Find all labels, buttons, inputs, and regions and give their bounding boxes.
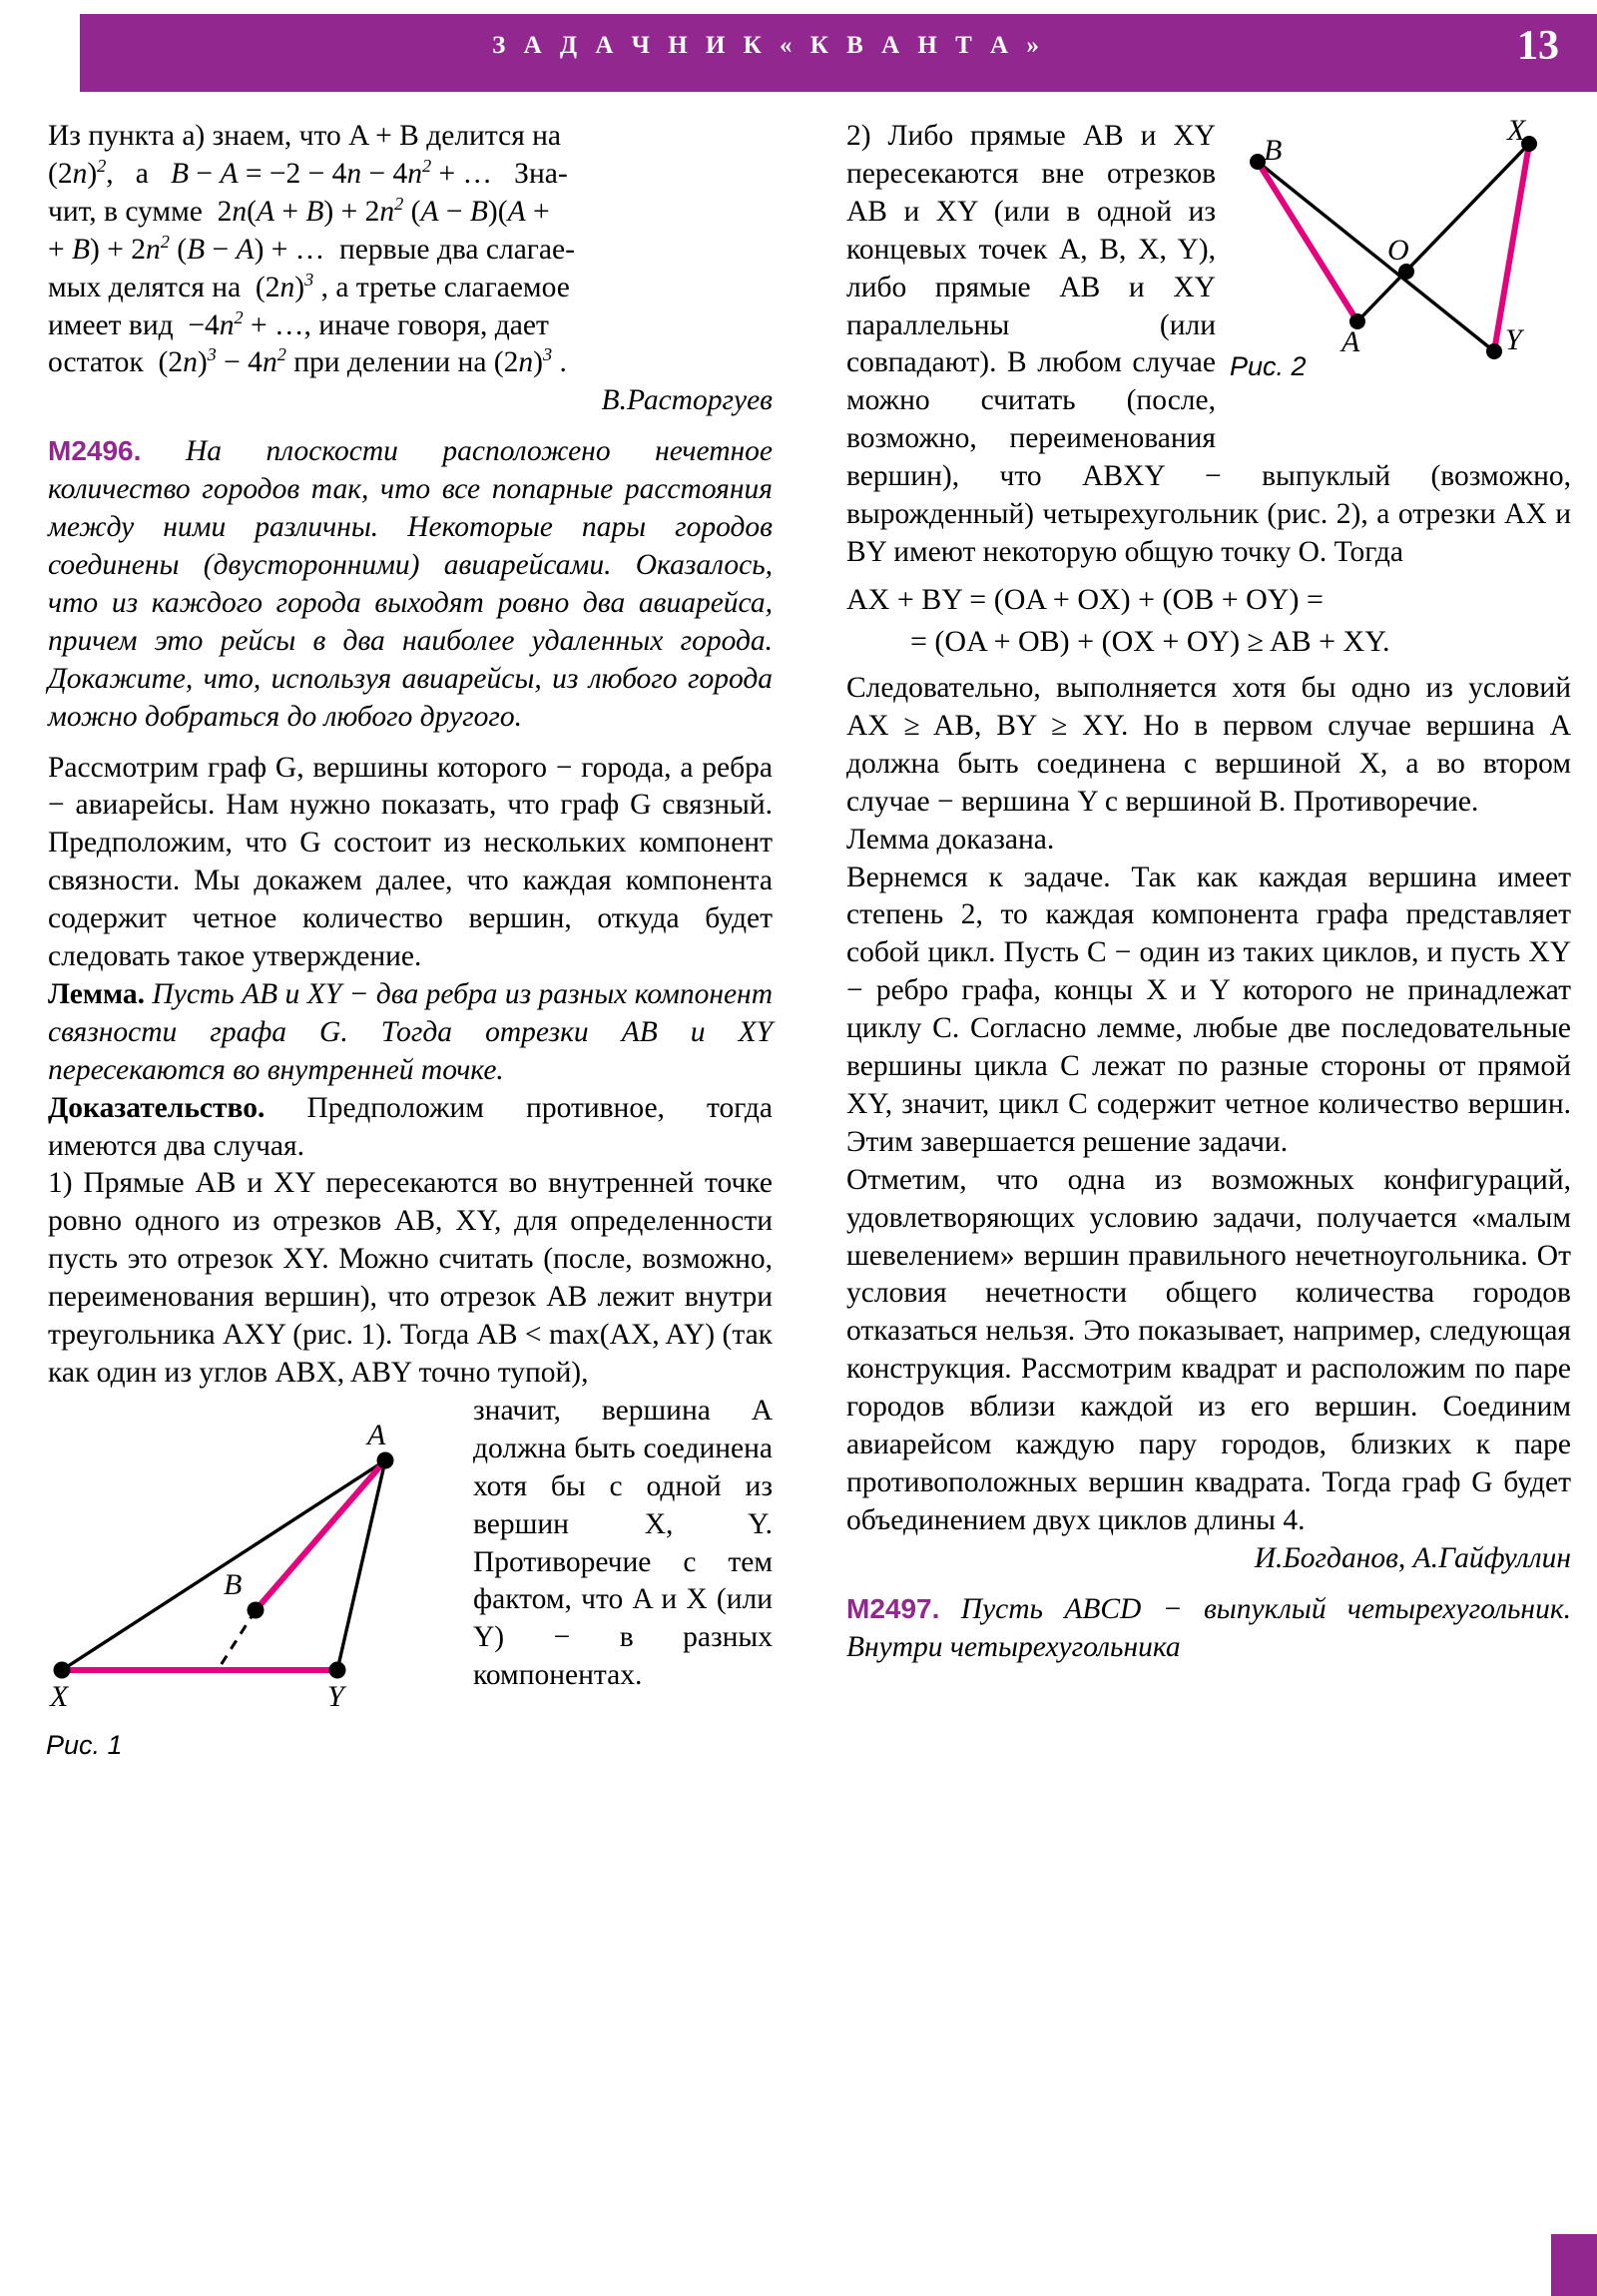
sol-line-6: имеет вид $-4n^2$ + …, иначе говоря, дает xyxy=(48,306,549,341)
figure-2-label-o: O xyxy=(1387,234,1409,267)
vertex-x-dot xyxy=(54,1661,71,1678)
problem-number-m2496: M2496. xyxy=(48,435,142,467)
sol-line-3: чит, в сумме $2n(A + B) + 2n^2$ (A − B)(A + xyxy=(48,193,550,228)
case-2-paragraph: 2) Либо прямые AB и XY пересекаются вне отрезков AB и XY (или в одной из концевых точек A, B, X, Y), либо прямые AB и XY параллельны (или совпадают). В любом случае можно считать (после, возможно, переименования вершин), что ABXY − выпуклый (возможно, вырожденный) четырехугольник (рис. 2), а отрезки AX и BY имеют некоторую общую точку O. Тогда xyxy=(846,120,1571,568)
solution-body-paragraph-3: Отметим, что одна из возможных конфигураций, удовлетворяющих условию задачи, получается «малым шевелением» вершин правильного нечетноугольника. От условия нечетности общего количества городов отказаться нельзя. Это показывает, например, следующая конструкция. Рассмотрим квадрат и расположим по паре городов вблизи каждой из его вершин. Соединим авиарейсом каждую пару городов, близких к паре противоположных вершин квадрата. Тогда граф G будет объединением двух циклов длины 4. xyxy=(846,1163,1571,1536)
proof-label: Доказательство. xyxy=(48,1091,266,1124)
sol-line-5: мых делятся на $(2n)^3$ , а третье слагаемое xyxy=(48,269,570,303)
solution-author: В.Расторгуев xyxy=(601,384,773,417)
problem-m2496 xyxy=(48,433,773,736)
lemma-label: Лемма. xyxy=(48,977,145,1010)
segment-a-b-magenta xyxy=(256,1460,385,1610)
problem-m2497 xyxy=(846,1591,1571,1667)
lemma-proved-line: Лемма доказана. xyxy=(846,823,1055,856)
lemma-paragraph xyxy=(48,976,773,1090)
proof-paragraph xyxy=(48,1090,773,1166)
case-1-paragraph: 1) Прямые AB и XY пересекаются во внутренней точке ровно одного из отрезков AB, XY, для определенности пусть это отрезок XY. Можно считать (после, возможно, переименования вершин), что отрезок AB лежит внутри треугольника AXY (рис. 1). Тогда AB < max(AX, AY) (так как один из углов ABX, ABY точно тупой), xyxy=(48,1167,773,1389)
solution-body-paragraph-1: Рассмотрим граф G, вершины которого − города, а ребра − авиарейсы. Нам нужно показать, что граф G связный. Предположим, что G состоит из нескольких компонент связности. Мы докажем далее, что каждая компонента содержит четное количество вершин, откуда будет следовать такое утверждение. xyxy=(48,751,773,973)
figure-1-label-a: A xyxy=(367,1418,386,1451)
problem-statement-m2497: Пусть ABCD − выпуклый четырехугольник. Внутри четырехугольника xyxy=(846,1592,1571,1663)
figure-1-svg xyxy=(38,1399,457,1738)
left-column xyxy=(48,118,773,1793)
problem-number-m2497: M2497. xyxy=(846,1592,940,1624)
sol-line-4: + $B) + 2n^2$ (B − A) + … первые два слагае- xyxy=(48,231,575,266)
figure-1-label-b: B xyxy=(224,1567,243,1601)
page-title: З А Д А Ч Н И К « К В А Н Т А » xyxy=(492,32,1045,59)
segment-x-a xyxy=(62,1460,385,1670)
solution-continuation-paragraph xyxy=(48,118,773,382)
vertex-y-dot xyxy=(1486,343,1502,359)
page-header-band xyxy=(80,14,1597,92)
figure-2-label-y: Y xyxy=(1505,323,1522,356)
corner-marker-tab xyxy=(1551,2234,1597,2296)
figure-1-label-y: Y xyxy=(327,1679,344,1713)
vertex-y-dot xyxy=(329,1661,346,1678)
figure-2-caption: Рис. 2 xyxy=(1230,351,1307,381)
figure-2-label-b: B xyxy=(1264,134,1283,167)
sol-line-7: остаток $(2n)^3 - 4n^2$ при делении на $(2n)^3$ . xyxy=(48,344,567,379)
sol-line-1: Из пункта а) знаем, что A + B делится на xyxy=(48,120,562,152)
solution-body-paragraph-2: Вернемся к задаче. Так как каждая вершина имеет степень 2, то каждая компонента графа представляет собой цикл. Пусть C − один из таких циклов, и пусть XY − ребро графа, концы X и Y которого не принадлежат циклу C. Согласно лемме, любые две последовательные вершины цикла C лежат по разные стороны от прямой XY, значит, цикл C содержит четное количество вершин. Этим завершается решение задачи. xyxy=(846,861,1571,1158)
equation-line-1: AX + BY = (OA + OX) + (OB + OY) = xyxy=(846,582,1324,616)
vertex-b-dot xyxy=(248,1601,265,1618)
problem-authors: И.Богданов, А.Гайфуллин xyxy=(1254,1541,1571,1574)
figure-2-label-a: A xyxy=(1341,325,1360,358)
equation-line-2: = (OA + OB) + (OX + OY) ≥ AB + XY. xyxy=(910,625,1390,659)
segment-b-a-magenta xyxy=(1258,162,1357,321)
page-number: 13 xyxy=(1517,23,1559,69)
right-column xyxy=(846,114,1571,1667)
segment-b-foot-dashed xyxy=(218,1610,256,1670)
lemma-text: Пусть AB и XY − два ребра из разных компонент связности графа G. Тогда отрезки AB и XY пересекаются во внутренней точке. xyxy=(48,977,773,1086)
sol-line-2: $(2n)^2$, а $B - A = -2 - 4n - 4n^2$ + … Зна- xyxy=(48,156,568,190)
figure-1-label-x: X xyxy=(50,1679,69,1713)
figure-1 xyxy=(38,1399,457,1793)
after-equation-paragraph: Следовательно, выполняется хотя бы одно из условий AX ≥ AB, BY ≥ XY. Но в первом случае вершина A должна быть соединена с вершиной X, а во втором случае − вершина Y с вершиной B. Противоречие. xyxy=(846,671,1571,818)
figure-2 xyxy=(1230,114,1579,423)
problem-statement-m2496: На плоскости расположено нечетное количество городов так, что все попарные расстояния между ними различны. Некоторые пары городов соединены (двусторонними) авиарейсами. Оказалось, что из каждого города выходят ровно два авиарейса, причем это рейсы в два наиболее удаленных города. Докажите, что, используя авиарейсы, из любого города можно добраться до любого другого. xyxy=(48,435,773,733)
segment-b-o-y xyxy=(1258,162,1494,351)
case-1-wrap-paragraph: значит, вершина A должна быть соединена хотя бы с одной из вершин X, Y. Противоречие с тем фактом, что A и X (или Y) − в разных компонентах. xyxy=(473,1394,773,1692)
proof-text: Предположим противное, тогда имеются два случая. xyxy=(48,1091,773,1162)
figure-2-label-x: X xyxy=(1507,114,1526,147)
figure-1-caption: Рис. 1 xyxy=(46,1729,123,1760)
